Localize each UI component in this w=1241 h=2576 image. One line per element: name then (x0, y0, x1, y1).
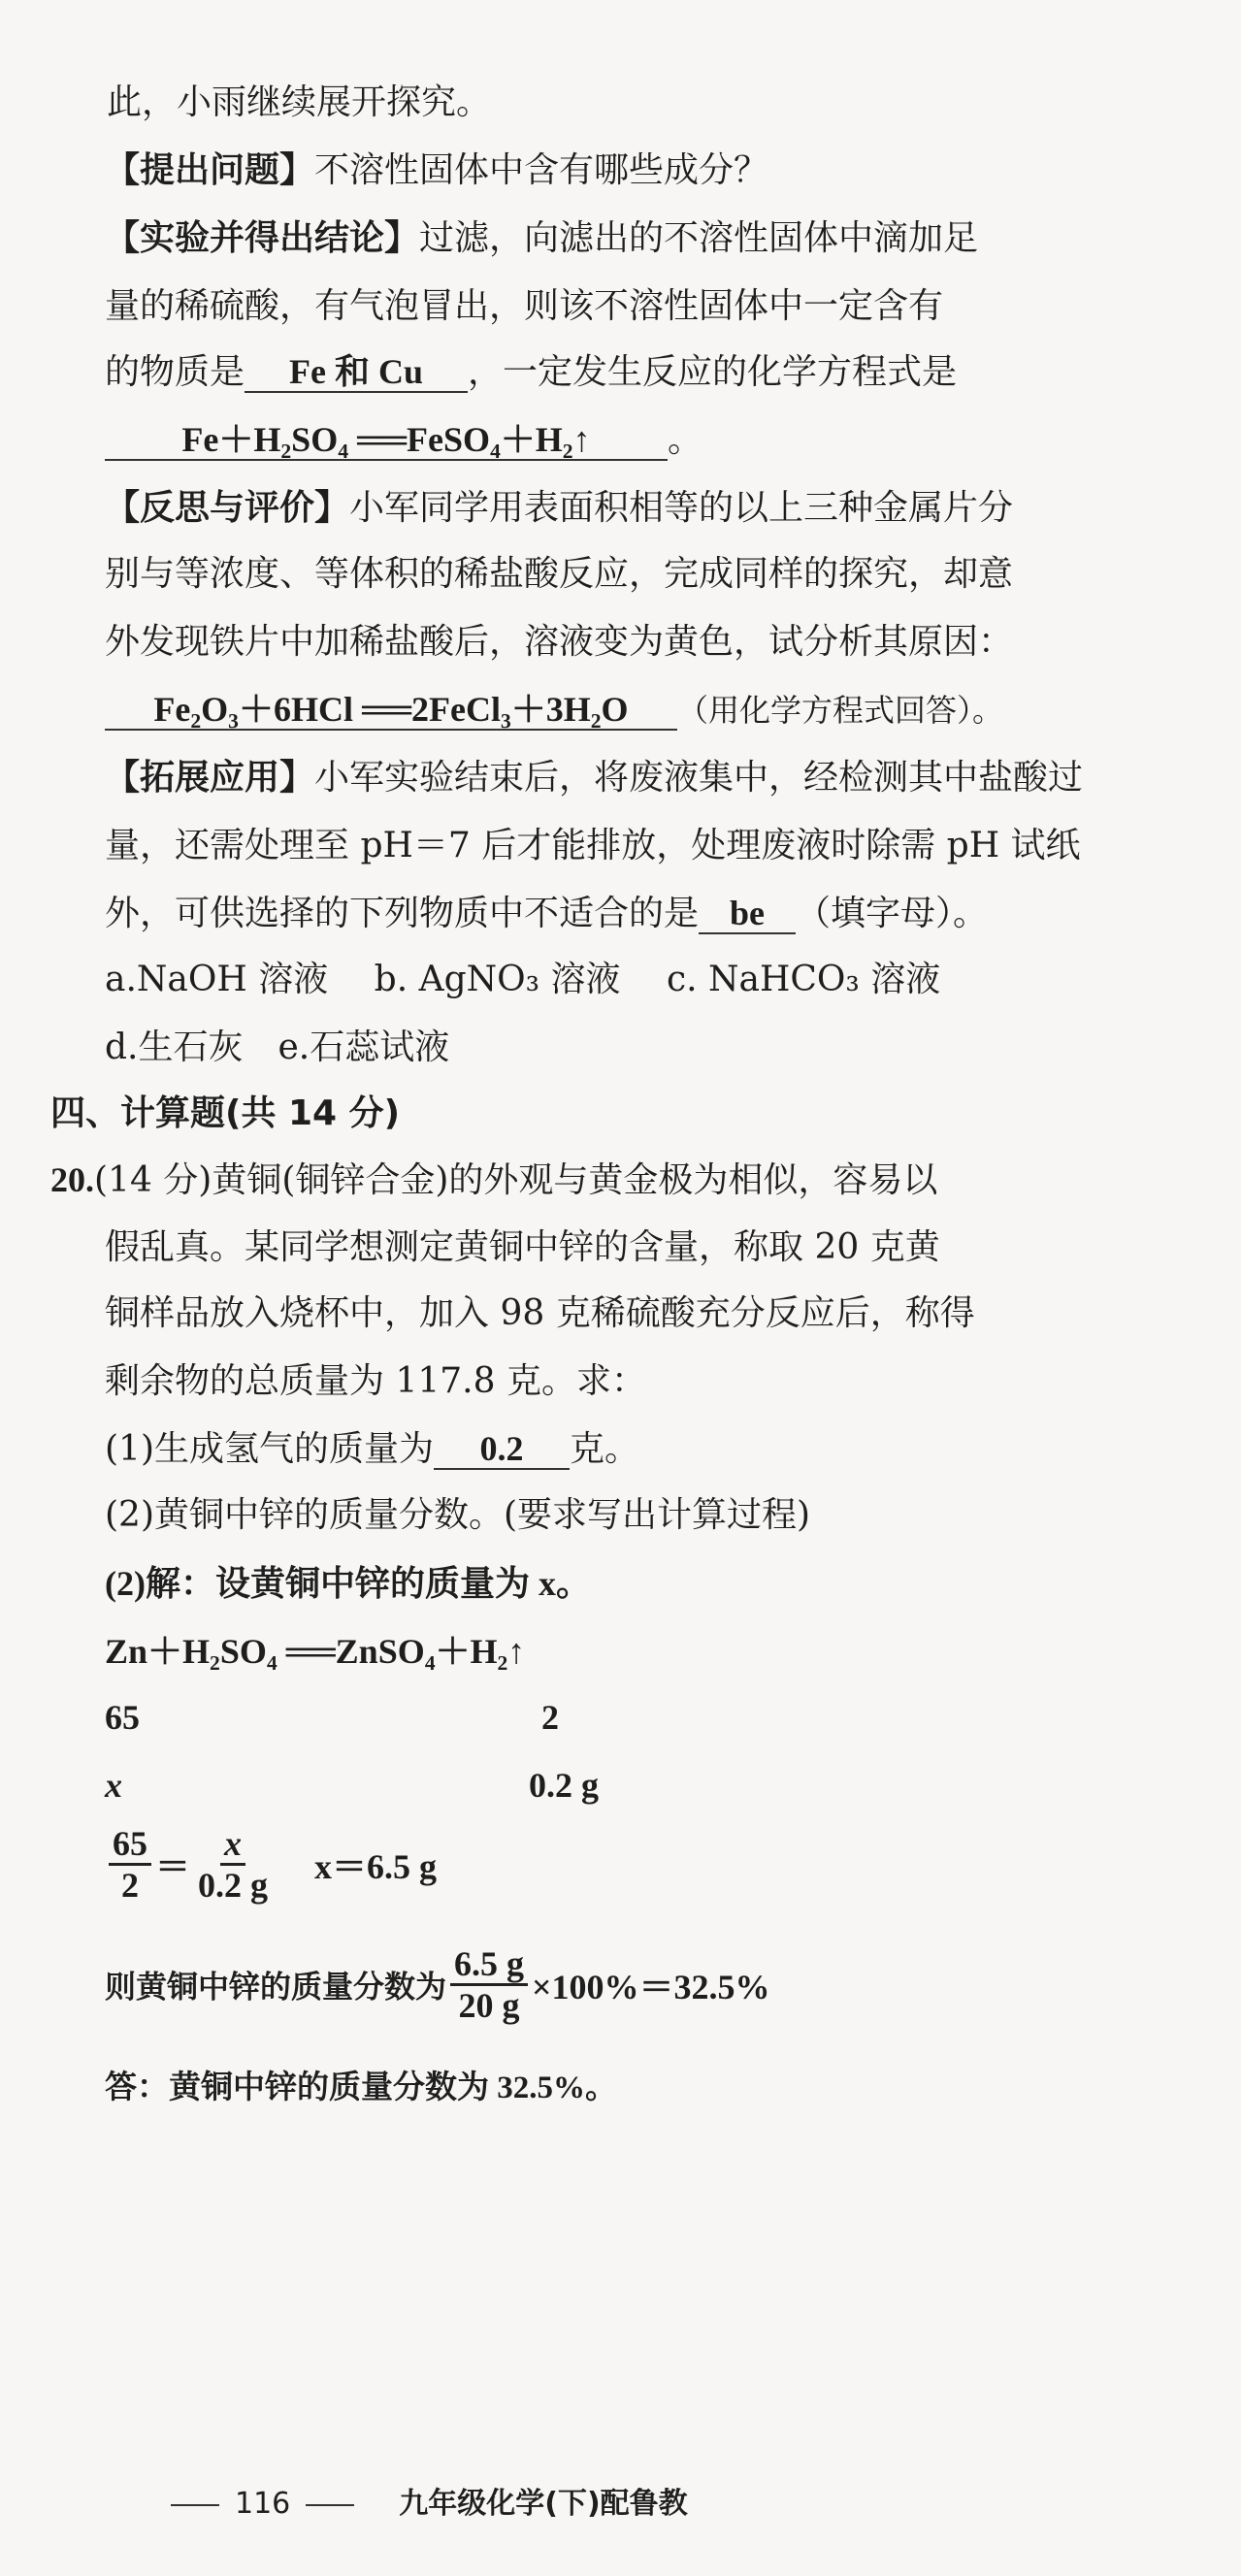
options-line: d.生石灰 e.石蕊试液 (105, 1027, 450, 1067)
equation-line (105, 687, 1003, 734)
text: 外，可供选择的下列物质中不适合的是 (105, 894, 700, 933)
text: 克。 (570, 1429, 640, 1469)
solution-value: 2 (541, 1698, 559, 1737)
text: 。 (668, 420, 703, 460)
answer-line: 答：黄铜中锌的质量分数为 32.5%。 (105, 2071, 617, 2105)
fraction (450, 1944, 528, 2025)
text-line (105, 349, 957, 396)
book-title: 九年级化学(下)配鲁教 (399, 2487, 688, 2521)
solution-line: (2)解：设黄铜中锌的质量为 x。 (105, 1564, 591, 1603)
equals: ＝ (155, 1847, 191, 1886)
text-line: 此，小雨继续展开探究。 (107, 82, 492, 122)
text-line: 量，还需处理至 pH＝7 后才能排放，处理废液时除需 pH 试纸 (105, 826, 1081, 865)
text-line: (2)黄铜中锌的质量分数。(要求写出计算过程) (105, 1495, 811, 1535)
tag-reflection: 【反思与评价】 (105, 488, 350, 528)
proportion-line (105, 1824, 437, 1905)
mass-fraction-line (105, 1944, 770, 2025)
text: (14 分)黄铜(铜锌合金)的外观与黄金极为相似，容易以 (94, 1160, 938, 1200)
page-number: 116 (235, 2487, 291, 2521)
text: 不溶性固体中含有哪些成分？ (314, 150, 769, 190)
question-20 (50, 1157, 937, 1204)
result: x＝6.5 g (314, 1847, 438, 1886)
tag-ask-question: 【提出问题】 (105, 150, 315, 190)
text-line: 假乱真。某同学想测定黄铜中锌的含量，称取 20 克黄 (105, 1227, 940, 1267)
text: （填字母）。 (796, 894, 989, 933)
solution-equation: Zn＋H₂SO₄ ══ZnSO₄＋H₂↑ (105, 1632, 526, 1671)
text-line: 别与等浓度、等体积的稀盐酸反应，完成同样的探究，却意 (105, 554, 1014, 594)
text: 过滤，向滤出的不溶性固体中滴加足 (419, 218, 979, 258)
denominator: 0.2 g (198, 1866, 269, 1905)
question-number: 20. (50, 1160, 94, 1199)
text-line: 外发现铁片中加稀盐酸后，溶液变为黄色，试分析其原因： (105, 622, 1014, 662)
denominator: 2 (121, 1866, 139, 1905)
solution-value: x (105, 1766, 122, 1805)
question-line (105, 147, 768, 194)
text-line: 铜样品放入烧杯中，加入 98 克稀硫酸充分反应后，称得 (105, 1293, 975, 1333)
denominator: 20 g (458, 1986, 520, 2025)
tag-experiment: 【实验并得出结论】 (105, 218, 420, 258)
text: ，一定发生反应的化学方程式是 (468, 352, 958, 392)
fraction (194, 1824, 272, 1905)
text: (1)生成氢气的质量为 (105, 1429, 434, 1469)
text: ×100%＝32.5% (532, 1968, 770, 2006)
text: 则黄铜中锌的质量分数为 (105, 1969, 447, 2005)
text-line (105, 891, 988, 937)
text: （用化学方程式回答）。 (677, 692, 1004, 729)
extension-line (105, 755, 1083, 801)
equation-answer: Fe＋H₂SO₄ ══FeSO₄＋H₂↑ (105, 420, 668, 461)
text-line (105, 1426, 639, 1473)
options-line: a.NaOH 溶液 b. AgNO₃ 溶液 c. NaHCO₃ 溶液 (105, 960, 941, 999)
page-footer (155, 2479, 688, 2522)
numerator: x (220, 1824, 245, 1866)
fraction (109, 1824, 151, 1905)
answer-blank: 0.2 (434, 1429, 570, 1470)
reflection-line (105, 485, 1013, 532)
answer-blank: be (699, 894, 796, 934)
equation-answer: Fe₂O₃＋6HCl ══2FeCl₃＋3H₂O (105, 690, 677, 731)
divider (306, 2504, 354, 2506)
solution-value: 65 (105, 1698, 140, 1737)
numerator: 65 (109, 1824, 151, 1866)
text: 小军同学用表面积相等的以上三种金属片分 (349, 488, 1014, 528)
tag-extension: 【拓展应用】 (105, 758, 315, 798)
equation-line (105, 417, 702, 464)
experiment-line (105, 215, 978, 262)
divider (171, 2504, 219, 2506)
text: 的物质是 (105, 352, 245, 392)
text-line: 量的稀硫酸，有气泡冒出，则该不溶性固体中一定含有 (105, 286, 944, 326)
text-line: 剩余物的总质量为 117.8 克。求： (105, 1361, 646, 1401)
section-heading: 四、计算题(共 14 分) (50, 1093, 401, 1133)
numerator: 6.5 g (450, 1944, 528, 1986)
solution-value: 0.2 g (529, 1766, 599, 1805)
text: 小军实验结束后，将废液集中，经检测其中盐酸过 (314, 758, 1084, 798)
answer-blank: Fe 和 Cu (245, 352, 468, 393)
